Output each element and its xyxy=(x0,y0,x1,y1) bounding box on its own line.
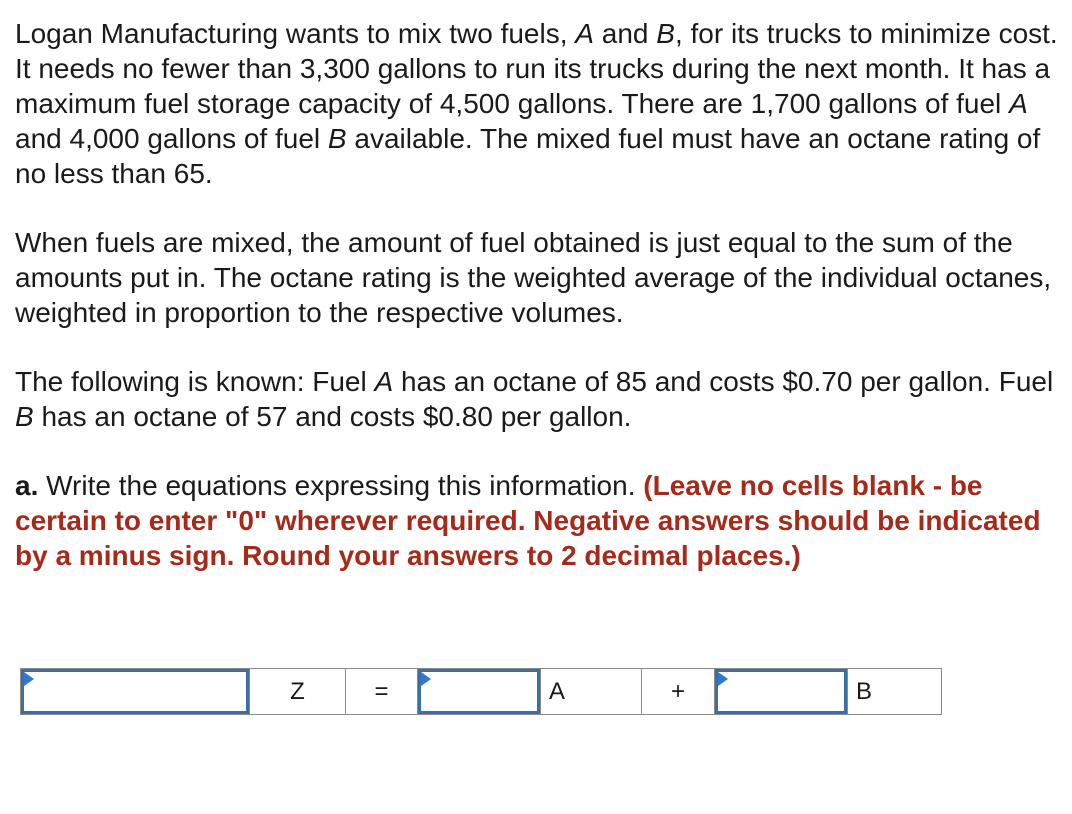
objective-equation-row xyxy=(20,668,942,715)
part-a-label: a. xyxy=(15,470,39,501)
problem-paragraph-2: When fuels are mixed, the amount of fuel obtained is just equal to the sum of the amounts put in. The octane rating is the weighted average of the individual octanes, weighted in proportion to the respective volumes. xyxy=(15,227,1052,328)
label-z: Z xyxy=(250,669,346,714)
variable-b: B xyxy=(327,123,347,154)
answer-cell-1[interactable] xyxy=(21,669,250,714)
variable-a: A xyxy=(575,18,594,49)
problem-paragraph-1: Logan Manufacturing wants to mix two fuels, A and B, for its trucks to minimize cost. It needs no fewer than 3,300 gallons to run its trucks during the next month. It has a maximum fuel storage capacity of 4,500 gallons. There are 1,700 gallons of fuel A and 4,000 gallons of fuel B available. The mixed fuel must have an octane rating of no less than 65. xyxy=(15,18,1058,189)
answer-cell-2[interactable] xyxy=(418,669,541,714)
problem-content xyxy=(15,16,1060,607)
answer-cell-3[interactable] xyxy=(715,669,848,714)
variable-b: B xyxy=(15,401,34,432)
problem-paragraph-3: The following is known: Fuel A has an octane of 85 and costs $0.70 per gallon. Fuel B has an octane of 57 and costs $0.80 per gallon. xyxy=(15,366,1054,432)
label-a: A xyxy=(541,669,642,714)
plus-sign: + xyxy=(642,669,715,714)
variable-a: A xyxy=(1009,88,1028,119)
label-b: B xyxy=(856,677,873,705)
variable-b: B xyxy=(656,18,675,49)
answer-input-3[interactable] xyxy=(715,669,847,714)
part-a-question: a. Write the equations expressing this information. (Leave no cells blank - be certain to enter "0" wherever required. Negative answers should be indicated by a minus sign. Round your answers to 2 decimal places.) xyxy=(15,470,1041,571)
equals-sign: = xyxy=(346,669,418,714)
part-a-instructions: (Leave no cells blank - be certain to enter "0" wherever required. Negative answers should be indicated by a minus sign. Round your answers to 2 decimal places.) xyxy=(15,470,1041,571)
answer-input-1[interactable] xyxy=(21,669,249,714)
variable-a: A xyxy=(374,366,394,397)
answer-input-2[interactable] xyxy=(418,669,540,714)
